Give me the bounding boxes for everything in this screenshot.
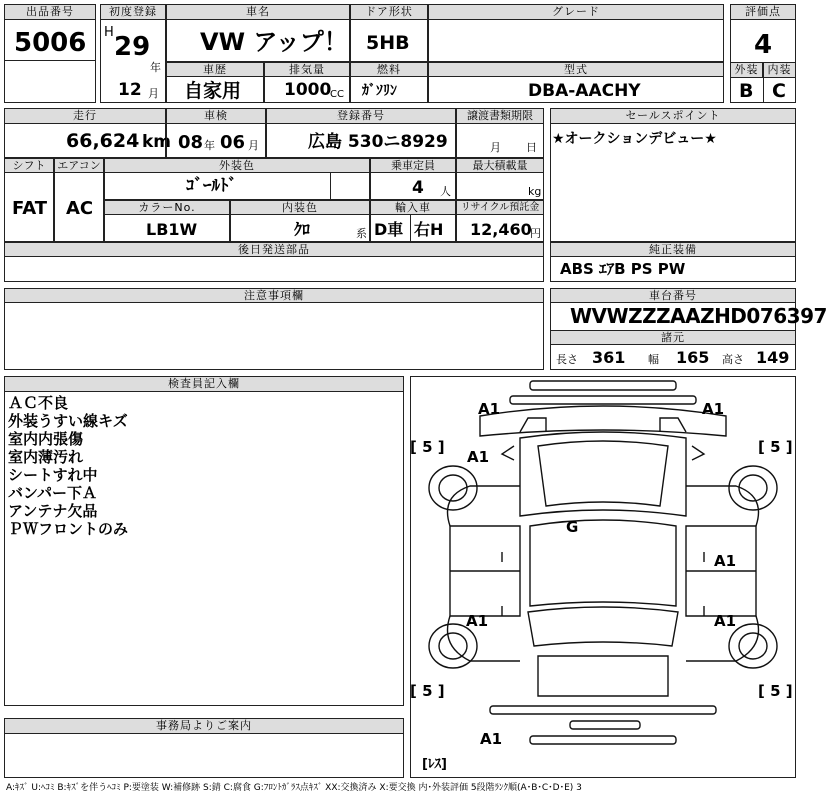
int-color: ｸﾛ <box>294 220 311 239</box>
inspector-note: 室内内張傷 <box>8 430 84 448</box>
recycle: 12,460 <box>470 220 532 239</box>
sales-point-box <box>550 108 796 242</box>
displacement-label: 排気量 <box>264 62 350 77</box>
side-mark-rear-left: [ 5 ] <box>410 682 445 700</box>
door-label: ドア形状 <box>350 4 428 20</box>
sales-point-label: セールスポイント <box>550 108 796 124</box>
persons-unit: 人 <box>440 185 451 198</box>
fuel-label: 燃料 <box>350 62 428 77</box>
color-no: LB1W <box>146 220 198 239</box>
score: 4 <box>754 30 773 60</box>
mark-hood-left: A1 <box>467 448 490 466</box>
chassis-label: 車台番号 <box>550 288 796 303</box>
first-reg-year: 29 <box>114 32 151 62</box>
insp-month-unit: 月 <box>248 139 259 152</box>
side-mark-front-right: [ 5 ] <box>758 438 793 456</box>
inspector-note: バンパー下Ａ <box>8 484 97 502</box>
legend: A:ｷｽﾞ U:ﾍｺﾐ B:ｷｽﾞを伴うﾍｺﾐ P:要塗装 W:補修跡 S:錆 C:腐食 G:ﾌﾛﾝﾄｶﾞﾗｽ点ｷｽﾞ XX:交換済み X:要交換 内･外装評価 5段階ﾗﾝｸ順(A･B･C･D･E) 3 <box>6 783 582 793</box>
km-unit: km <box>142 132 172 152</box>
car-name-label: 車名 <box>166 4 350 20</box>
width-label: 幅 <box>648 353 659 366</box>
inspection-year: 08 <box>178 132 204 153</box>
les-mark: [ﾚｽ] <box>422 757 447 772</box>
month-unit: 月 <box>148 87 159 100</box>
lot-label: 出品番号 <box>4 4 96 20</box>
mark-windshield: G <box>566 518 579 536</box>
displacement: 1000 <box>284 80 332 100</box>
kg-unit: kg <box>528 185 542 198</box>
sales-point: ★オークションデビュー★ <box>552 131 717 147</box>
side-mark-front-left: [ 5 ] <box>410 438 445 456</box>
later-parts-label: 後日発送部品 <box>4 242 544 257</box>
office-label: 事務局よりご案内 <box>4 718 404 734</box>
equipment: ABS ｴｱB PS PW <box>560 260 686 278</box>
inspector-note: ＡＣ不良 <box>8 394 69 412</box>
registration: 広島 530ニ8929 <box>308 132 448 152</box>
max-load-label: 最大積載量 <box>456 158 544 173</box>
mark-left-rear: A1 <box>466 612 489 630</box>
model: DBA-AACHY <box>528 81 641 101</box>
first-reg-label: 初度登録 <box>100 4 166 20</box>
year-unit: 年 <box>150 61 161 74</box>
capacity-label: 乗車定員 <box>370 158 456 173</box>
model-label: 型式 <box>428 62 724 77</box>
inspector-label: 検査員記入欄 <box>4 376 404 392</box>
mark-front-left: A1 <box>478 400 501 418</box>
deadline-month-unit: 月 <box>490 141 501 154</box>
inspector-note: 室内薄汚れ <box>8 448 84 466</box>
shift: FAT <box>12 198 48 219</box>
inspection-label: 車検 <box>166 108 266 124</box>
ext-color: ｺﾞｰﾙﾄﾞ <box>186 176 237 196</box>
equipment-label: 純正装備 <box>550 242 796 257</box>
shift-label: シフト <box>4 158 54 173</box>
mileage-label: 走行 <box>4 108 166 124</box>
score-label: 評価点 <box>730 4 796 20</box>
inspector-note: ＰＷフロントのみ <box>8 520 129 538</box>
inspector-notes <box>8 394 128 538</box>
notes-label: 注意事項欄 <box>4 288 544 303</box>
era: H <box>104 25 114 40</box>
import-label: 輸入車 <box>370 200 456 215</box>
width: 165 <box>676 348 710 367</box>
length: 361 <box>592 348 626 367</box>
interior-score: C <box>772 80 786 102</box>
ext-color-label: 外装色 <box>104 158 370 173</box>
capacity: 4 <box>412 178 424 198</box>
yen-unit: 円 <box>530 227 541 240</box>
specs-label: 諸元 <box>550 330 796 345</box>
import-h: 右H <box>414 220 444 239</box>
import-d: D車 <box>374 220 404 239</box>
int-color-label: 内装色 <box>230 200 370 215</box>
history-label: 車歴 <box>166 62 264 77</box>
inspection-month: 06 <box>220 132 246 153</box>
recycle-label: リサイクル預託金 <box>456 200 544 215</box>
inspector-note: シートすれ中 <box>8 466 98 484</box>
first-reg-month: 12 <box>118 80 142 100</box>
aircon-label: エアコン <box>54 158 104 173</box>
mark-rear-bumper: A1 <box>480 730 503 748</box>
history: 自家用 <box>184 80 242 102</box>
inspector-note: 外装うすい線キズ <box>8 412 128 430</box>
grade-label: グレード <box>428 4 724 20</box>
cc-unit: CC <box>330 89 344 100</box>
aircon: AC <box>66 198 94 219</box>
door-type: 5HB <box>366 32 410 54</box>
insp-year-unit: 年 <box>204 139 215 152</box>
height-label: 高さ <box>722 353 744 366</box>
height: 149 <box>756 348 790 367</box>
interior-label: 内装 <box>763 62 796 78</box>
mileage: 66,624 <box>66 130 140 152</box>
exterior-score: B <box>739 80 754 102</box>
chassis-number: WVWZZZAAZHD076397 <box>570 304 827 328</box>
car-name: VW アップ！ <box>200 28 348 56</box>
deadline-day-unit: 日 <box>526 141 537 154</box>
deadline-label: 譲渡書類期限 <box>456 108 544 124</box>
mark-front-right: A1 <box>702 400 725 418</box>
color-no-label: カラーNo. <box>104 200 230 215</box>
lot-number: 5006 <box>14 28 87 58</box>
kei-unit: 系 <box>356 227 367 240</box>
length-label: 長さ <box>556 353 578 366</box>
inspector-note: アンテナ欠品 <box>8 502 98 520</box>
mark-right-rear: A1 <box>714 612 737 630</box>
fuel: ｶﾞｿﾘﾝ <box>362 83 397 99</box>
side-mark-rear-right: [ 5 ] <box>758 682 793 700</box>
registration-label: 登録番号 <box>266 108 456 124</box>
car-diagram <box>410 376 796 778</box>
mark-right-door: A1 <box>714 552 737 570</box>
exterior-label: 外装 <box>730 62 763 78</box>
